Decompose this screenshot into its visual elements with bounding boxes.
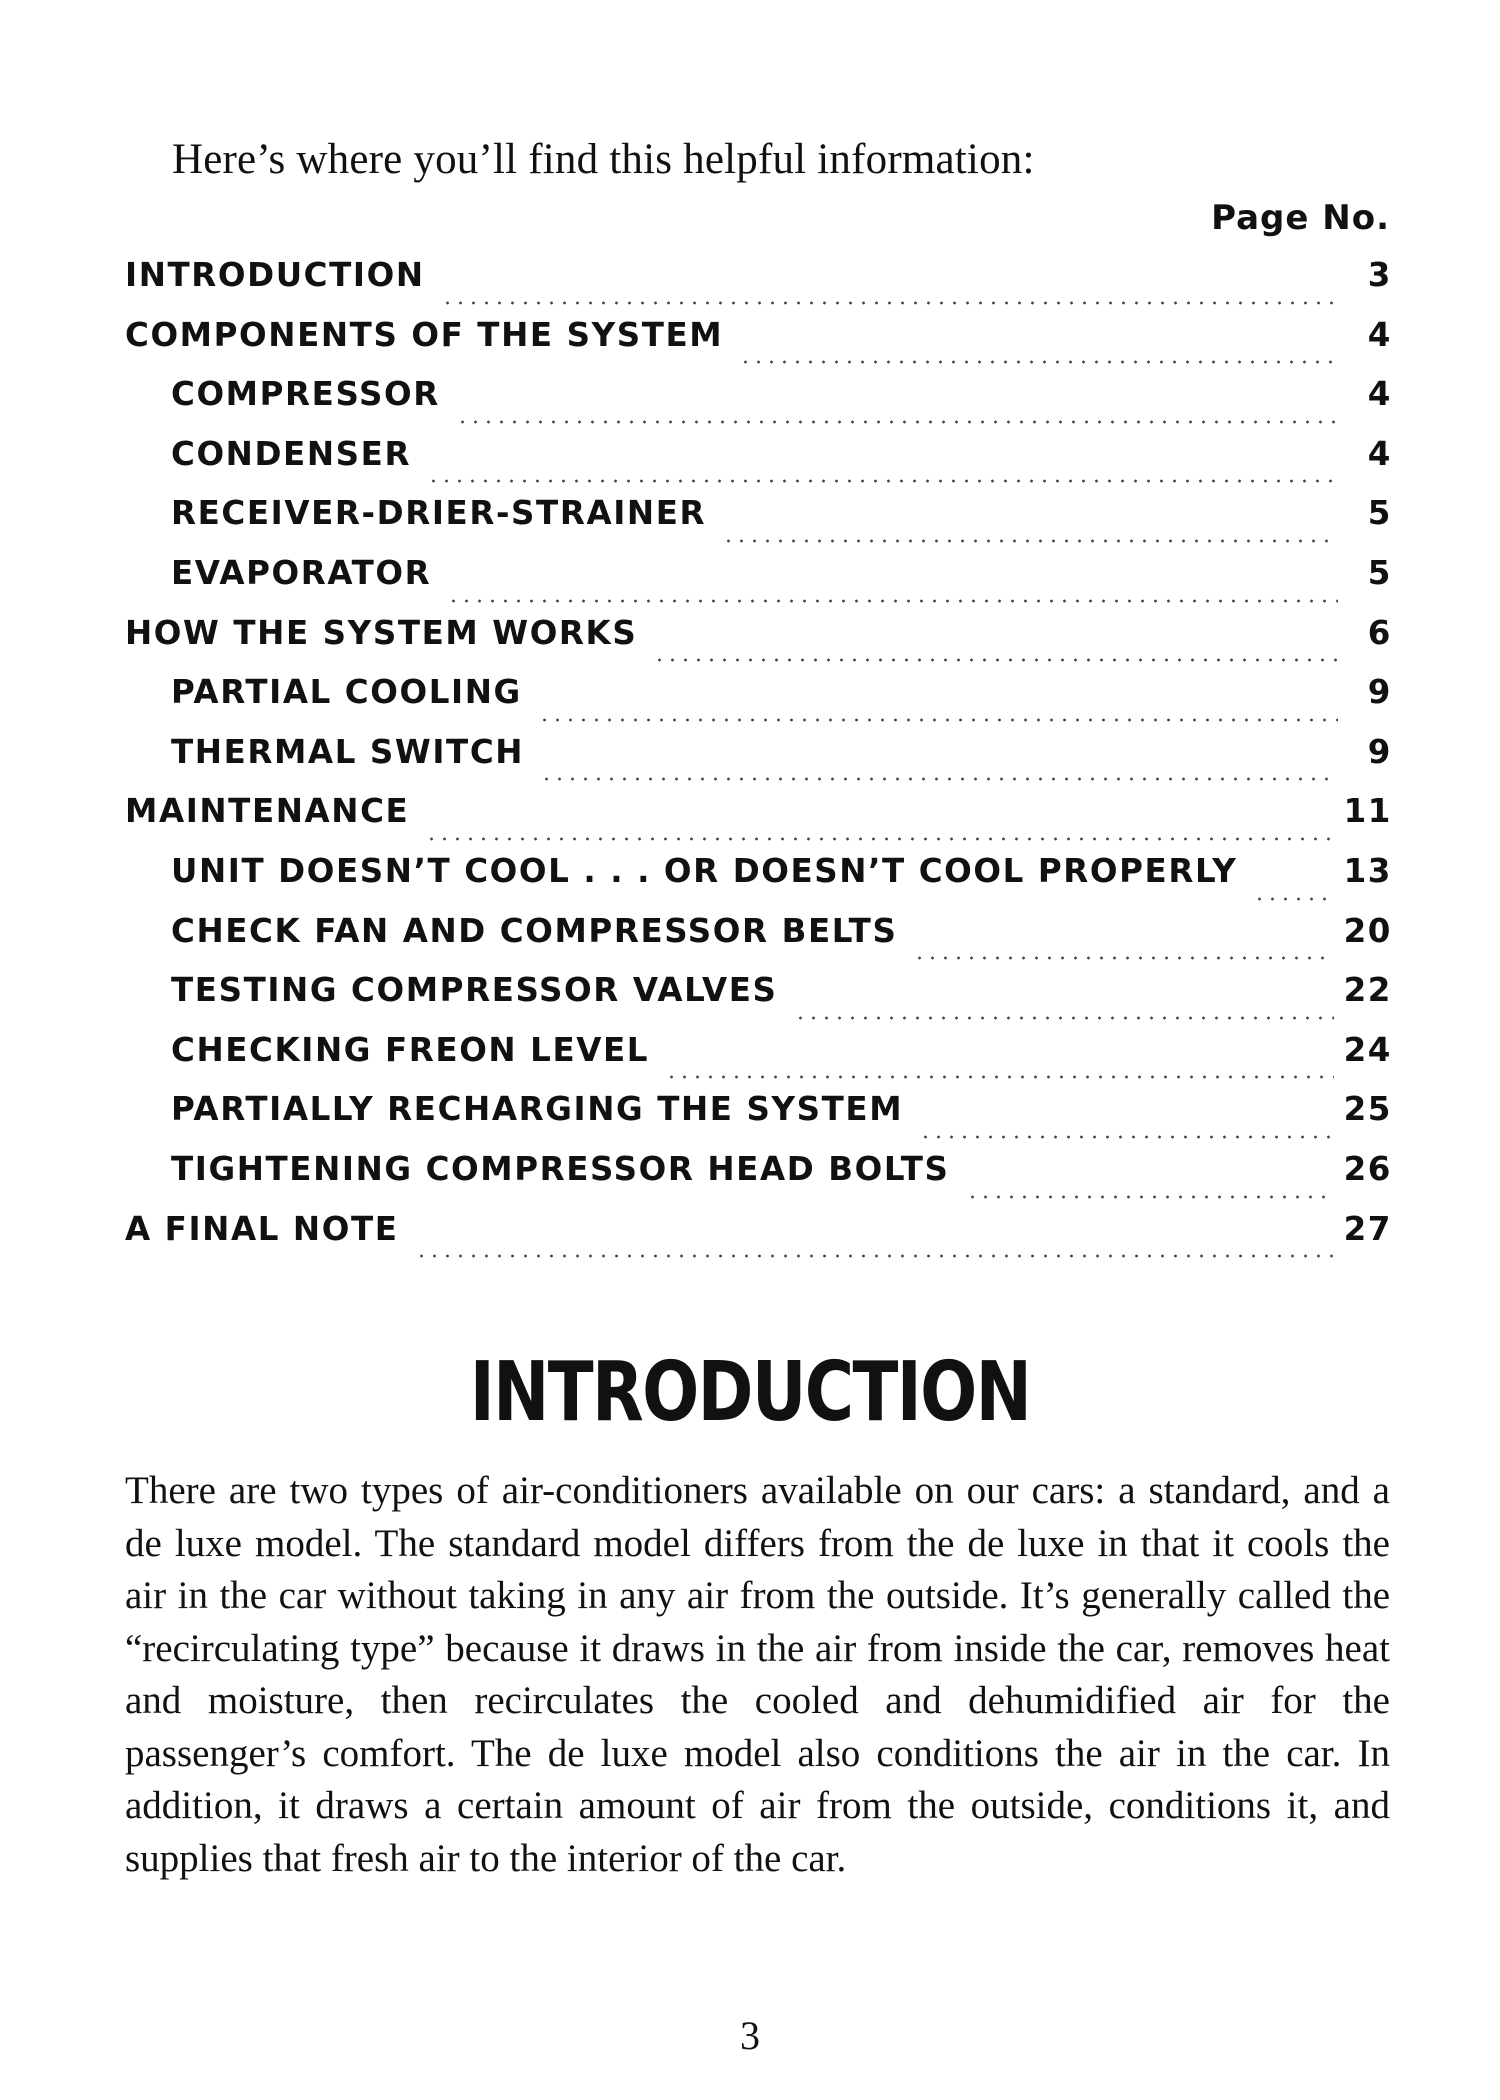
toc-entry [125, 494, 1392, 554]
toc-entry-page: 26 [1343, 1149, 1392, 1188]
toc-entry-page: 5 [1367, 494, 1392, 533]
toc-entry-title: PARTIAL COOLING [171, 673, 522, 712]
dot-leader [722, 538, 1338, 544]
toc-entry-title: CONDENSER [171, 434, 412, 473]
toc-entry-page: 13 [1343, 851, 1392, 890]
dot-leader [540, 776, 1338, 782]
toc-entry-title: A FINAL NOTE [125, 1209, 399, 1248]
dot-leader [427, 478, 1338, 484]
toc-entry [125, 554, 1392, 614]
dot-leader [739, 359, 1338, 365]
toc-entry-page: 27 [1343, 1209, 1392, 1248]
toc-entry-page: 25 [1343, 1090, 1392, 1129]
toc-entry-page: 20 [1343, 911, 1392, 950]
toc-entry-title: MAINTENANCE [125, 792, 410, 831]
toc-entry [125, 614, 1392, 674]
page-number: 3 [740, 2013, 760, 2058]
toc-entry [125, 1090, 1392, 1150]
toc-entry [125, 971, 1392, 1031]
dot-leader [913, 955, 1333, 961]
toc-entry [125, 1031, 1392, 1091]
dot-leader [966, 1194, 1334, 1200]
toc-entry [125, 912, 1392, 972]
toc-entry [125, 852, 1392, 912]
table-of-contents [125, 256, 1392, 1269]
toc-entry [125, 375, 1392, 435]
dot-leader [653, 657, 1338, 663]
dot-leader [425, 836, 1333, 842]
dot-leader [794, 1015, 1334, 1021]
toc-entry [125, 316, 1392, 376]
intro-line: Here’s where you’ll find this helpful information: [172, 136, 1035, 183]
toc-entry [125, 792, 1392, 852]
dot-leader [665, 1074, 1333, 1080]
toc-entry-title: COMPRESSOR [171, 375, 440, 414]
dot-leader [447, 598, 1338, 604]
body-paragraph: There are two types of air-conditioners available on our cars: a standard, and a de luxe model. The standard model differs from the de luxe in that it cools the air in the car without taking in any air from the outside. It’s generally called the “recirculating type” because it draws in the air from inside the car, removes heat and moisture, then recirculates the cooled and dehumidified air for the passenger’s comfort. The de luxe model also conditions the air in the car. In addition, it draws a certain amount of air from the outside, conditions it, and supplies that fresh air to the interior of the car. [125, 1469, 1390, 1880]
dot-leader [456, 419, 1338, 425]
toc-entry [125, 256, 1392, 316]
toc-entry-title: CHECK FAN AND COMPRESSOR BELTS [171, 911, 898, 950]
toc-entry [125, 435, 1392, 495]
toc-entry-title: THERMAL SWITCH [171, 732, 525, 771]
toc-entry-title: CHECKING FREON LEVEL [171, 1030, 650, 1069]
toc-entry [125, 1150, 1392, 1210]
section-heading: INTRODUCTION [469, 1345, 1031, 1440]
toc-entry-title: EVAPORATOR [171, 553, 432, 592]
dot-leader [441, 300, 1338, 306]
toc-entry-page: 3 [1367, 256, 1392, 294]
toc-entry-page: 4 [1367, 315, 1392, 354]
toc-entry [125, 733, 1392, 793]
toc-entry-title: HOW THE SYSTEM WORKS [125, 613, 638, 652]
toc-entry-title: PARTIALLY RECHARGING THE SYSTEM [171, 1090, 904, 1129]
dot-leader [538, 717, 1338, 723]
toc-entry-page: 4 [1367, 375, 1392, 414]
toc-entry-page: 11 [1343, 792, 1392, 831]
toc-entry-title: RECEIVER-DRIER-STRAINER [171, 494, 707, 533]
toc-entry-page: 24 [1343, 1030, 1392, 1069]
dot-leader [919, 1134, 1333, 1140]
toc-entry-page: 5 [1367, 553, 1392, 592]
toc-entry-title: INTRODUCTION [125, 256, 425, 294]
toc-entry-page: 4 [1367, 434, 1392, 473]
toc-entry [125, 1210, 1392, 1270]
page-no-column-header: Page No. [1211, 198, 1390, 238]
toc-entry-title: TESTING COMPRESSOR VALVES [171, 971, 778, 1010]
toc-entry [125, 673, 1392, 733]
toc-entry-page: 22 [1343, 971, 1392, 1010]
toc-entry-page: 6 [1367, 613, 1392, 652]
toc-entry-page: 9 [1367, 732, 1392, 771]
dot-leader [415, 1253, 1334, 1259]
toc-entry-page: 9 [1367, 673, 1392, 712]
dot-leader [1253, 896, 1333, 902]
toc-entry-title: COMPONENTS OF THE SYSTEM [125, 315, 724, 354]
toc-entry-title: UNIT DOESN’T COOL . . . OR DOESN’T COOL PROPERLY [171, 851, 1238, 890]
toc-entry-title: TIGHTENING COMPRESSOR HEAD BOLTS [171, 1149, 950, 1188]
